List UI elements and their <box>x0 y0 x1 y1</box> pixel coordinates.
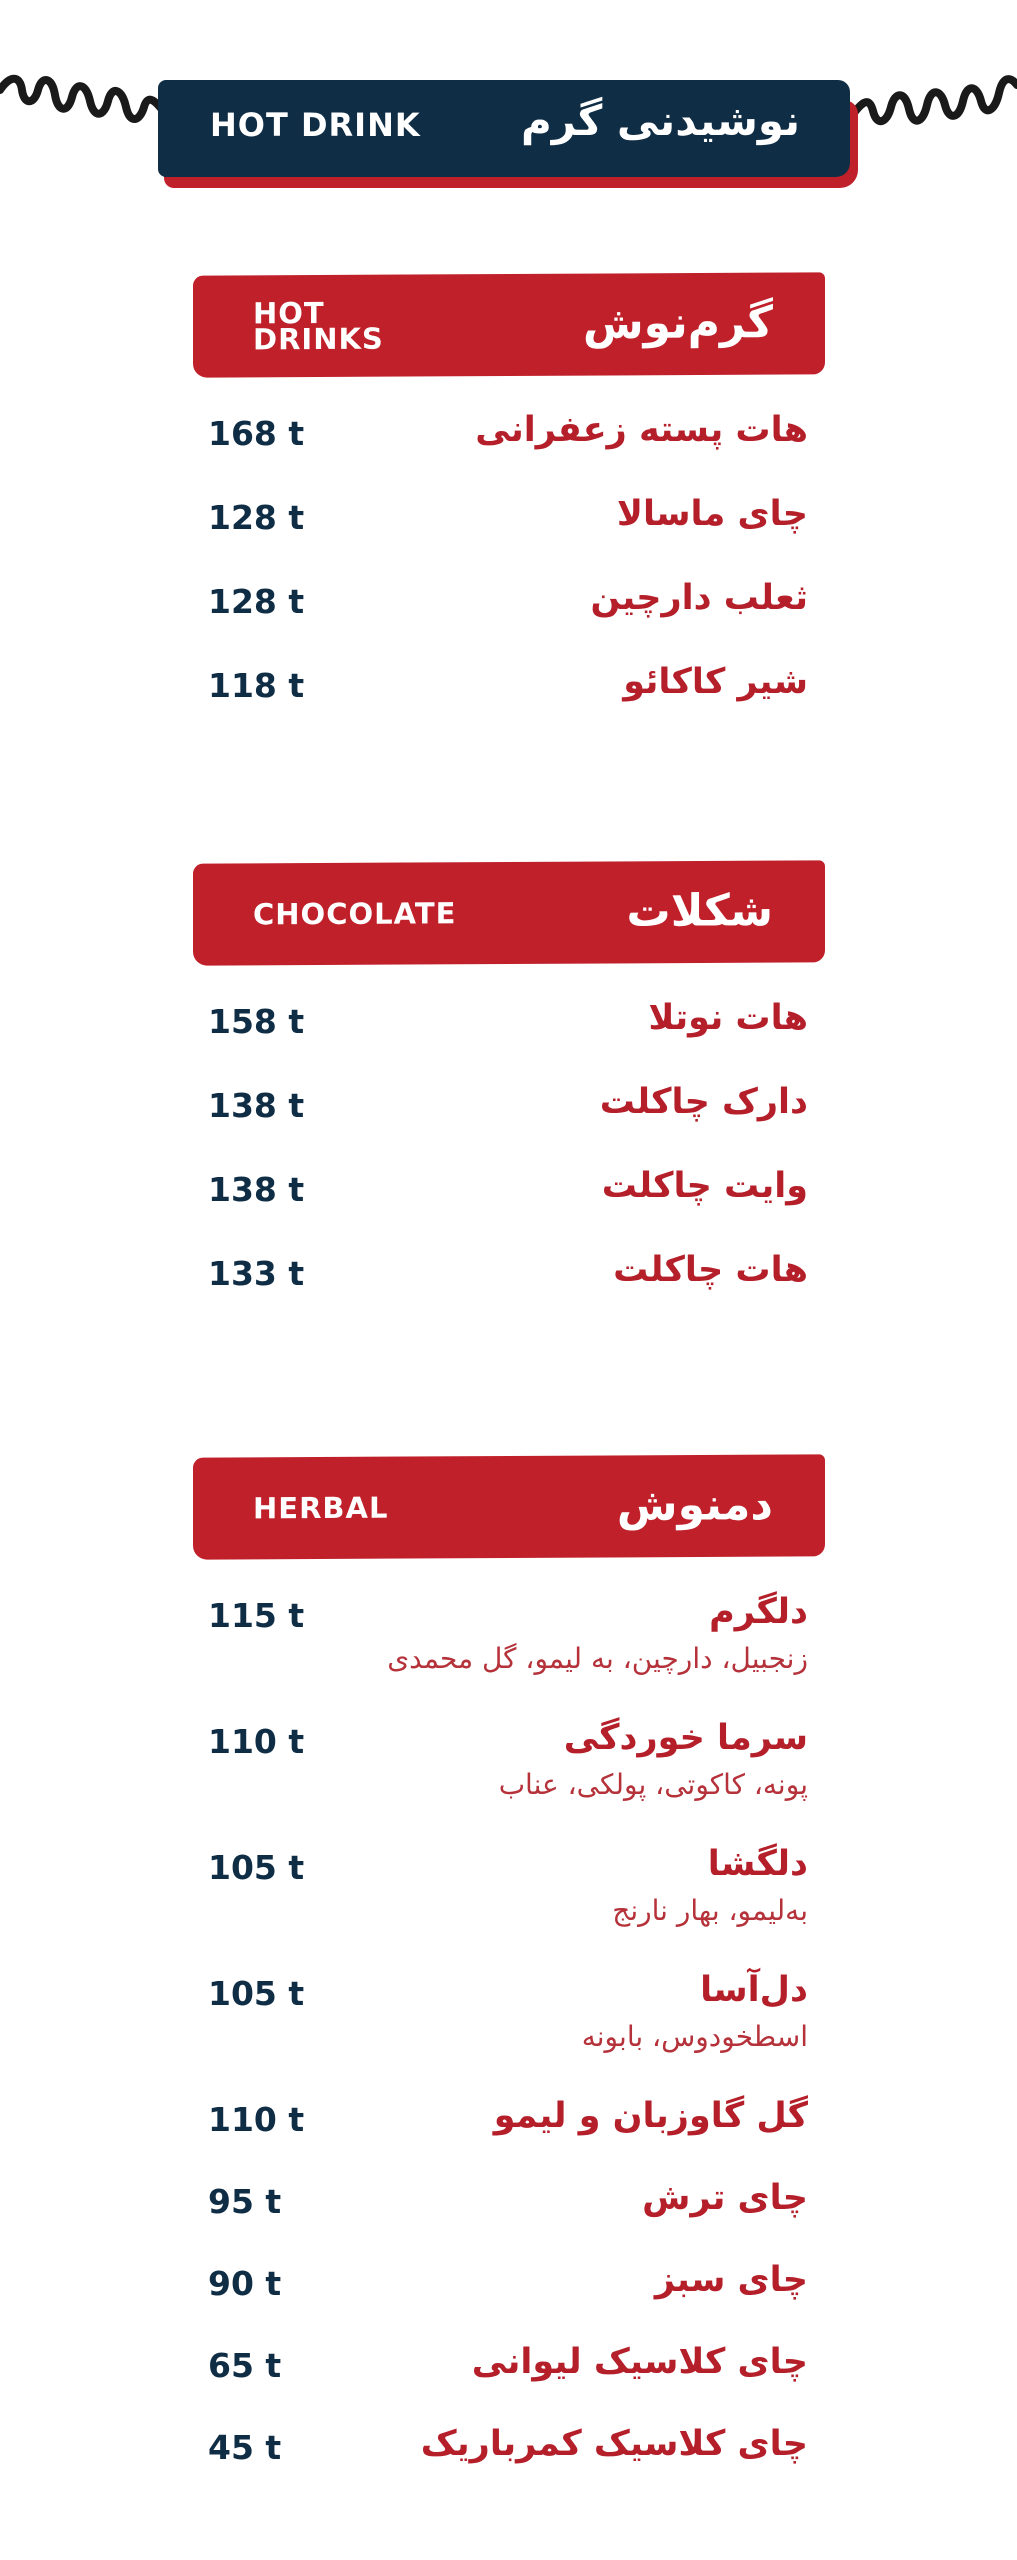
section-title-fa: گرم‌نوش <box>582 297 773 350</box>
menu-item <box>208 1250 808 1314</box>
item-name: چای ترش <box>642 2178 808 2218</box>
menu-item <box>208 1844 808 1927</box>
item-name: چای کلاسیک لیوانی <box>471 2342 808 2382</box>
coiled-cable-left-decoration <box>0 55 170 145</box>
menu-item <box>208 410 808 474</box>
section-title-fa: دمنوش <box>616 1479 773 1531</box>
item-name: دلگرم <box>709 1592 808 1632</box>
item-name: ثعلب دارچین <box>590 578 808 618</box>
item-name: چای ماسالا <box>616 494 808 534</box>
coiled-cable-right-decoration <box>847 55 1017 145</box>
item-price: 158 t <box>208 1002 305 1041</box>
item-price: 128 t <box>208 582 305 621</box>
page-title-banner <box>158 80 858 188</box>
item-name: شیر کاکائو <box>623 662 808 702</box>
menu-item <box>208 494 808 558</box>
menu-item <box>208 1718 808 1801</box>
item-name: سرما خوردگی <box>563 1718 808 1758</box>
item-price: 110 t <box>208 2100 305 2139</box>
item-name: دلگشا <box>707 1844 808 1884</box>
item-price: 105 t <box>208 1848 305 1887</box>
item-name: چای سبز <box>654 2260 808 2300</box>
section-title-en: HERBAL <box>253 1490 389 1526</box>
banner-title-fa: نوشیدنی گرم <box>520 96 800 145</box>
menu-item <box>208 1166 808 1230</box>
menu-item <box>208 998 808 1062</box>
menu-item <box>208 1970 808 2053</box>
menu-item <box>208 2260 808 2324</box>
item-name: دل‌آسا <box>700 1970 808 2010</box>
section-header-herbal <box>193 1454 825 1559</box>
menu-item <box>208 2096 808 2160</box>
item-price: 45 t <box>208 2428 282 2467</box>
item-name: هات پسته زعفرانی <box>475 410 808 450</box>
menu-item <box>208 1082 808 1146</box>
item-description: پونه، کاکوتی، پولکی، عناب <box>498 1768 808 1801</box>
item-price: 90 t <box>208 2264 282 2303</box>
item-price: 138 t <box>208 1170 305 1209</box>
section-title-en: HOT DRINKS <box>253 295 384 357</box>
menu-item <box>208 2342 808 2406</box>
menu-item <box>208 662 808 726</box>
item-name: چای کلاسیک کمرباریک <box>420 2424 808 2464</box>
item-description: زنجبیل، دارچین، به لیمو، گل محمدی <box>387 1642 808 1675</box>
menu-item <box>208 2424 808 2488</box>
item-price: 115 t <box>208 1596 305 1635</box>
item-price: 95 t <box>208 2182 282 2221</box>
section-header-hot-drinks <box>193 272 825 377</box>
section-header-chocolate <box>193 860 825 965</box>
section-title-en: CHOCOLATE <box>253 896 457 932</box>
item-price: 65 t <box>208 2346 282 2385</box>
item-price: 118 t <box>208 666 305 705</box>
item-price: 128 t <box>208 498 305 537</box>
item-description: اسطخودوس، بابونه <box>581 2020 808 2053</box>
menu-item <box>208 578 808 642</box>
item-name: دارک چاکلت <box>599 1082 808 1122</box>
menu-item <box>208 2178 808 2242</box>
section-title-fa: شکلات <box>626 885 773 937</box>
banner-face <box>158 80 850 177</box>
banner-title-en: HOT DRINK <box>210 106 421 144</box>
item-name: وایت چاکلت <box>601 1166 808 1206</box>
item-name: گل گاوزبان و لیمو <box>493 2096 808 2136</box>
menu-item <box>208 1592 808 1675</box>
item-price: 168 t <box>208 414 305 453</box>
item-price: 110 t <box>208 1722 305 1761</box>
item-price: 105 t <box>208 1974 305 2013</box>
item-name: هات نوتلا <box>648 998 808 1038</box>
item-name: هات چاکلت <box>613 1250 808 1290</box>
item-description: به‌لیمو، بهار نارنج <box>612 1894 808 1927</box>
item-price: 138 t <box>208 1086 305 1125</box>
item-price: 133 t <box>208 1254 305 1293</box>
